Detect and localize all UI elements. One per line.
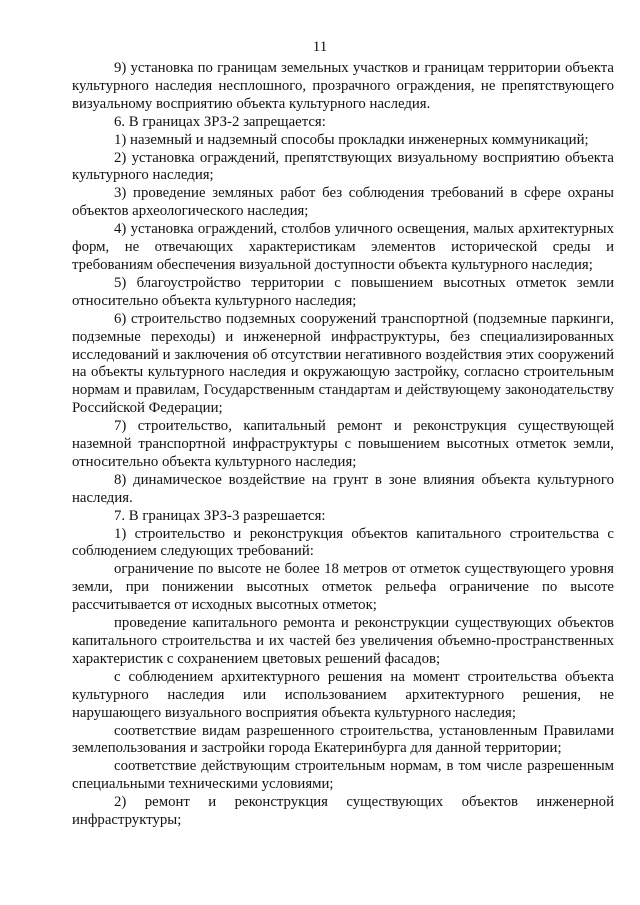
paragraph: ограничение по высоте не более 18 метров от отметок существующего уровня земли, при понижении высотных отметок рельефа ограничение по высоте рассчитывается от исходных высотных отметок; [72,561,614,614]
paragraph: 5) благоустройство территории с повышением высотных отметок земли относительно объекта культурного наследия; [72,274,614,309]
page-number: 11 [312,39,328,55]
paragraph: 2) установка ограждений, препятствующих визуальному восприятию объекта культурного наследия; [72,149,614,184]
paragraph: 1) строительство и реконструкция объектов капитального строительства с соблюдением следующих требований: [72,525,614,560]
document-body [72,60,614,830]
paragraph: 8) динамическое воздействие на грунт в зоне влияния объекта культурного наследия. [72,471,614,506]
paragraph: 4) установка ограждений, столбов уличного освещения, малых архитектурных форм, не отвечающих характеристикам элементов исторической среды и требованиям обеспечения визуальной доступности объекта культурного наследия; [72,221,614,273]
paragraph: 6) строительство подземных сооружений транспортной (подземные паркинги, подземные переходы) и инженерной инфраструктуры, без специализированных исследований и заключения об отсутствии негативного воздействия этих сооружений на объекты культурного наследия и окружающую застройку, согласно строительным нормам и правилам, Государственным стандартам и действующему законодательству Российской Федерации; [72,310,614,417]
paragraph: с соблюдением архитектурного решения на момент строительства объекта культурного наследия или использованием архитектурного решения, не нарушающего визуального восприятия объекта культурного наследия; [72,668,614,721]
paragraph: 1) наземный и надземный способы прокладки инженерных коммуникаций; [114,131,589,148]
paragraph: 7) строительство, капитальный ремонт и реконструкция существующей наземной транспортной инфраструктуры с повышением высотных отметок земли, относительно объекта культурного наследия; [72,418,614,470]
paragraph: 9) установка по границам земельных участков и границам территории объекта культурного наследия несплошного, прозрачного ограждения, не препятствующего визуальному восприятию объекта культурного наследия. [72,60,614,112]
section-heading: 7. В границах ЗРЗ-3 разрешается: [114,507,326,524]
paragraph: соответствие видам разрешенного строительства, установленным Правилами землепользования и застройки города Екатеринбурга для данной территории; [72,722,614,757]
paragraph: 3) проведение земляных работ без соблюдения требований в сфере охраны объектов археологического наследия; [72,185,614,220]
section-heading: 6. В границах ЗРЗ-2 запрещается: [114,113,326,130]
paragraph: проведение капитального ремонта и реконструкции существующих объектов капитального строительства и их частей без увеличения объемно-пространственных характеристик с сохранением цветовых решений фасадов; [72,615,614,667]
paragraph: соответствие действующим строительным нормам, в том числе разрешенным специальными техническими условиями; [72,758,614,793]
paragraph: 2) ремонт и реконструкция существующих объектов инженерной инфраструктуры; [72,794,614,829]
